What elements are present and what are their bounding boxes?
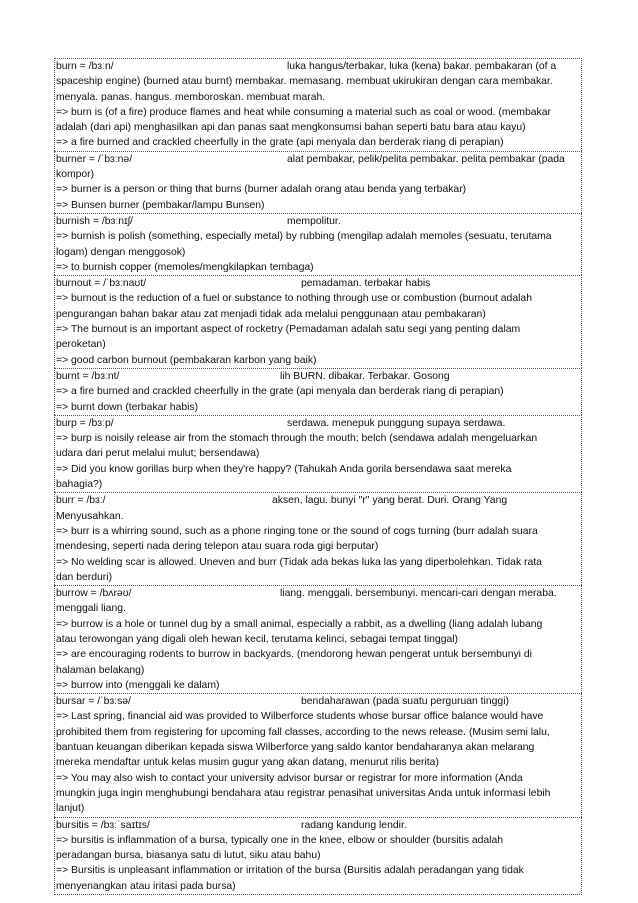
entry-line: bantuan keuangan diberikan kepada siswa Wilberforce yang saldo kantor bendaharanya akan melarang (56, 742, 535, 754)
dictionary-entry (54, 151, 582, 213)
dictionary-entry (54, 585, 582, 693)
entry-term: burn = /bɜːn/ (56, 61, 114, 72)
entry-meaning: bendaharawan (pada suatu perguruan tinggi) (301, 696, 509, 708)
entry-headline (56, 694, 580, 709)
dictionary-document (54, 58, 582, 895)
entry-line: => are encouraging rodents to burrow in backyards. (mendorong hewan pengerat untuk bersembunyi di (56, 649, 532, 661)
entry-line: bahagia?) (56, 479, 103, 491)
entry-line: => Did you know gorillas burp when they're happy? (Tahukah Anda gorila bersendawa saat mereka (56, 463, 512, 475)
entry-headline (56, 276, 580, 291)
entry-line: menggali liang. (56, 603, 126, 615)
entry-line: => burr is a whirring sound, such as a phone ringing tone or the sound of cogs turning (burr adalah suara (56, 525, 538, 537)
entry-line: => a fire burned and crackled cheerfully in the grate (api menyala dan berderak riang di perapian) (56, 137, 504, 149)
entry-line: adalah (dari api) menghasilkan api dan panas saat mengkonsumsi bahan seperti batu bara atau kayu) (56, 122, 526, 134)
entry-headline (56, 818, 580, 833)
entry-line: mungkin juga ingin menghubungi bendahara atau registrar penasihat universitas Anda untuk informasi lebih (56, 787, 551, 799)
entry-line: peradangan bursa, biasanya satu di lutut, siku atau bahu) (56, 850, 321, 862)
entry-headline (56, 369, 580, 384)
entry-line: Menyusahkan. (56, 510, 124, 522)
entry-line: => burn is (of a fire) produce flames and heat while consuming a material such as coal or wood. (membakar (56, 106, 551, 118)
entry-line: peroketan) (56, 339, 106, 351)
dictionary-entry (54, 58, 582, 151)
entry-line: => Bursitis is unpleasant inflammation or irritation of the bursa (Bursitis adalah peradangan yang tidak (56, 865, 524, 877)
entry-headline (56, 152, 580, 167)
dictionary-entry (54, 275, 582, 368)
entry-line: => The burnout is an important aspect of rocketry (Pemadaman adalah satu segi yang penting dalam (56, 324, 521, 336)
entry-line: => burnish is polish (something, especially metal) by rubbing (mengilap adalah memoles (sesuatu, terutama (56, 231, 552, 243)
entry-line: => burner is a person or thing that burns (burner adalah orang atau benda yang terbakar) (56, 184, 467, 196)
dictionary-entry (54, 817, 582, 895)
entry-term: burnout = /ˈbɜːnaʊt/ (56, 278, 147, 290)
entry-line: menyenangkan atau iritasi pada bursa) (56, 880, 236, 892)
entry-line: kompor) (56, 169, 95, 181)
entry-term: burner = /ˈbɜːnə/ (56, 153, 133, 165)
entry-headline (56, 493, 580, 508)
dictionary-entry (54, 415, 582, 492)
entry-meaning: mempolitur. (287, 215, 341, 227)
entry-meaning: serdawa. menepuk punggung supaya serdawa. (287, 417, 506, 429)
entry-line: => bursitis is inflammation of a bursa, typically one in the knee, elbow or shoulder (bursitis adalah (56, 834, 504, 846)
dictionary-entry (54, 693, 582, 816)
entry-meaning: radang kandung lendir. (301, 819, 407, 831)
entry-line: => burp is noisily release air from the stomach through the mouth; belch (sendawa adalah mengeluarkan (56, 433, 538, 445)
entry-headline (56, 59, 580, 74)
entry-line: prohibited them from registering for upcoming fall classes, according to the news release. (Musim semi lalu, (56, 726, 550, 738)
entry-line: mereka mendaftar untuk kelas musim gugur yang akan datang, menurut rilis berita) (56, 757, 439, 769)
entry-term: burnish = /bɜːnɪʃ/ (56, 215, 133, 227)
entry-line: => Last spring, financial aid was provided to Wilberforce students whose bursar office balance would have (56, 711, 544, 723)
entry-meaning: alat pembakar, pelik/pelita pembakar. pelita pembakar (pada (287, 153, 565, 165)
entry-term: burp = /bɜːp/ (56, 417, 114, 429)
entry-term: burnt = /bɜːnt/ (56, 370, 120, 382)
entry-line: => You may also wish to contact your university advisor bursar or registrar for more information (Anda (56, 772, 523, 784)
dictionary-entry (54, 213, 582, 275)
entry-line: lanjut) (56, 803, 85, 815)
entry-headline (56, 416, 580, 431)
entry-line: => a fire burned and crackled cheerfully in the grate (api menyala dan berderak riang di perapian) (56, 386, 504, 398)
entry-line: atau terowongan yang digali oleh hewan kecil, terutama kelinci, sebagai tempat tinggal) (56, 633, 459, 645)
entry-term: burr = /bɜː/ (56, 495, 106, 507)
entry-line: => burrow into (menggali ke dalam) (56, 679, 220, 691)
entry-meaning: luka hangus/terbakar, luka (kena) bakar. pembakaran (of a (287, 61, 557, 72)
entry-line: pengurangan bahan bakar atau zat menjadi tidak ada melalui penggunaan atau pembakaran) (56, 308, 486, 320)
entry-line: menyala. panas. hangus. memboroskan. membuat marah. (56, 91, 326, 103)
entry-line: logam) dengan menggosok) (56, 246, 186, 258)
entry-term: bursar = /ˈbɜːsə/ (56, 696, 131, 708)
entry-line: mendesing, seperti nada dering telepon atau suara roda gigi berputar) (56, 541, 379, 553)
entry-headline (56, 214, 580, 229)
entry-line: => burnt down (terbakar habis) (56, 401, 199, 413)
dictionary-entry (54, 368, 582, 415)
entry-line: => to burnish copper (memoles/mengkilapkan tembaga) (56, 261, 314, 273)
entry-line: => good carbon burnout (pembakaran karbon yang baik) (56, 354, 317, 366)
dictionary-entry (54, 492, 582, 585)
entry-meaning: lih BURN. dibakar. Terbakar. Gosong (280, 370, 450, 382)
entry-meaning: aksen, lagu. bunyi "r" yang berat. Duri. Orang Yang (272, 495, 508, 507)
entry-term: burrow = /bʌrəʊ/ (56, 588, 132, 600)
entry-line: => burrow is a hole or tunnel dug by a small animal, especially a rabbit, as a dwelling (liang adalah lubang (56, 618, 543, 630)
entry-headline (56, 586, 580, 601)
entry-meaning: liang. menggali. bersembunyi. mencari-cari dengan meraba. (280, 588, 557, 600)
entry-meaning: pemadaman. terbakar habis (301, 278, 431, 290)
entry-line: udara dari perut melalui mulut; bersendawa) (56, 448, 260, 460)
entry-term: bursitis = /bɜːˈsaɪtɪs/ (56, 819, 150, 831)
entry-line: halaman belakang) (56, 664, 145, 676)
entry-line: => burnout is the reduction of a fuel or substance to nothing through use or combustion (burnout adalah (56, 293, 532, 305)
entry-line: dan berduri) (56, 571, 113, 583)
entry-line: spaceship engine) (burned atau burnt) membakar. memasang. membuat ukirukiran dengan cara membakar. (56, 76, 553, 88)
entry-line: => No welding scar is allowed. Uneven and burr (Tidak ada bekas luka las yang diperbolehkan. Tidak rata (56, 556, 542, 568)
entry-line: => Bunsen burner (pembakar/lampu Bunsen) (56, 199, 265, 211)
